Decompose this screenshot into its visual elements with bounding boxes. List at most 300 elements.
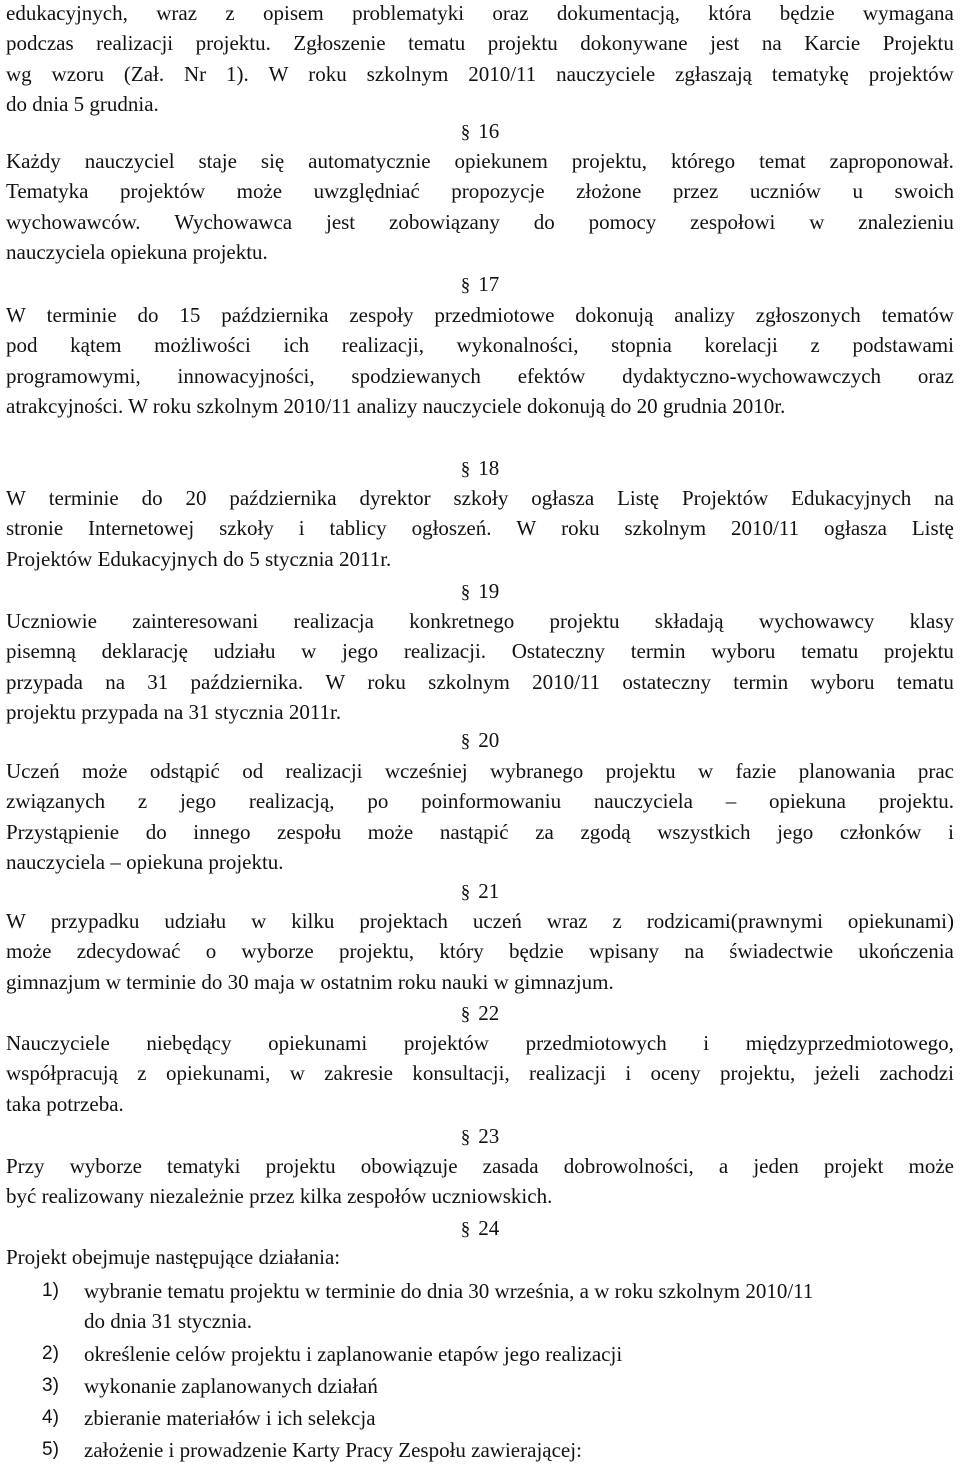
word: uwzględniać: [313, 179, 420, 204]
word: października.: [190, 669, 304, 694]
list-number: 4): [42, 1407, 59, 1428]
word: wychowawcy: [758, 609, 875, 633]
word: do: [145, 819, 167, 844]
text-line: [6, 606, 954, 636]
word: do: [533, 209, 555, 234]
section-19-paragraph: [6, 606, 954, 728]
word: na: [934, 486, 954, 510]
word: niebędący: [146, 1031, 232, 1055]
section-heading-22: [6, 999, 954, 1029]
word: zainteresowani: [132, 609, 259, 633]
word: problematyki: [352, 1, 465, 25]
word: ostateczny: [622, 669, 712, 694]
word: uczniów: [749, 179, 821, 204]
word: realizacją,: [248, 789, 335, 814]
text-line: [6, 483, 954, 513]
word: dokonywane: [580, 31, 688, 56]
section-17-paragraph: [6, 300, 954, 422]
text-line: [6, 207, 954, 237]
word: opisem: [263, 1, 324, 25]
word: wpisany: [588, 939, 659, 964]
word: korelacji: [704, 333, 778, 358]
section-heading-23: [6, 1122, 954, 1152]
text-line: Projektów Edukacyjnych do 5 stycznia 2011r.: [6, 546, 392, 571]
word: Wychowawca: [174, 209, 293, 234]
section-20-paragraph: [6, 756, 954, 878]
word: jego: [777, 819, 814, 844]
word: międzyprzedmiotowego,: [745, 1031, 954, 1055]
word: W: [6, 303, 26, 327]
list-number: 1): [42, 1280, 59, 1301]
word: wychowawców.: [6, 209, 141, 234]
word: zaproponował.: [829, 149, 954, 173]
section-number: 17: [478, 272, 500, 296]
word: związanych: [6, 789, 106, 814]
word: złożone: [576, 179, 642, 204]
word: przedmiotowe: [434, 303, 555, 327]
word: wg: [6, 61, 32, 86]
word: 2010/11: [532, 669, 601, 694]
word: W: [325, 669, 346, 694]
word: Nauczyciele: [6, 1031, 110, 1055]
list-text: zbieranie materiałów i ich selekcja: [84, 1406, 376, 1430]
word: przypadku: [50, 909, 140, 933]
section-heading-19: [6, 577, 954, 607]
word: projektu,: [338, 939, 415, 964]
word: wraz: [156, 1, 198, 25]
word: W: [516, 516, 537, 541]
word: opiekunami): [847, 909, 954, 933]
text-line: [6, 1151, 954, 1181]
word: opiekunami: [268, 1031, 368, 1055]
list-number: 2): [42, 1343, 59, 1364]
word: szkoły: [453, 486, 509, 510]
section-symbol: §: [460, 459, 471, 480]
word: Edukacyjnych: [791, 486, 912, 510]
word: tematów: [881, 303, 954, 327]
word: projektów: [403, 1031, 489, 1055]
word: zakresie: [324, 1061, 393, 1086]
word: i: [625, 1061, 632, 1086]
text-line: [6, 786, 954, 816]
word: podstawami: [852, 333, 954, 358]
word: wymagana: [862, 1, 954, 25]
text-line: [6, 146, 954, 176]
word: automatycznie: [308, 149, 431, 173]
word: na: [105, 669, 126, 694]
word: w: [809, 209, 825, 234]
word: zdecydować: [76, 939, 181, 964]
section-symbol: §: [460, 582, 471, 603]
word: obowiązuje: [360, 1154, 458, 1178]
word: innego: [193, 819, 251, 844]
word: W: [268, 61, 289, 86]
word: tablicy: [329, 516, 387, 541]
word: projektu.: [195, 31, 271, 56]
word: rodzicami(prawnymi: [646, 909, 823, 933]
word: będzie: [508, 939, 564, 964]
word: Listę: [617, 486, 660, 510]
word: 1).: [226, 61, 249, 86]
word: stopnia: [611, 333, 672, 358]
word: wybranego: [490, 759, 584, 783]
text-line: [6, 1028, 954, 1058]
word: efektów: [517, 363, 586, 388]
word: roku: [561, 516, 600, 541]
word: się: [260, 149, 285, 173]
word: Zgłoszenie: [293, 31, 386, 56]
word: przypada: [6, 669, 83, 694]
word: termin: [733, 669, 789, 694]
word: a: [718, 1154, 729, 1178]
word: ogłasza: [531, 486, 595, 510]
word: świadectwie: [729, 939, 834, 964]
word: Przystąpienie: [6, 819, 120, 844]
word: deklarację: [101, 639, 188, 664]
word: odstąpić: [149, 759, 220, 783]
word: jest: [710, 31, 740, 56]
word: wyboru: [711, 639, 776, 664]
text-line: [6, 756, 954, 786]
word: ogłoszeń.: [411, 516, 492, 541]
text-line: [6, 28, 954, 58]
word: edukacyjnych,: [6, 1, 128, 25]
word: składają: [654, 609, 724, 633]
word: realizacji,: [341, 333, 424, 358]
word: nastąpić: [439, 819, 509, 844]
word: może: [82, 759, 128, 783]
word: zasada: [482, 1154, 539, 1178]
word: Internetowej: [88, 516, 195, 541]
text-line: [6, 636, 954, 666]
word: po: [367, 789, 389, 814]
word: dokumentacją,: [556, 1, 680, 25]
word: który: [439, 939, 484, 964]
word: na: [684, 939, 705, 964]
section-heading-16: [6, 117, 954, 147]
text-line: [6, 59, 954, 89]
word: projektu,: [571, 149, 648, 173]
word: programowymi,: [6, 363, 141, 388]
word: z: [810, 333, 820, 358]
section-symbol: §: [460, 1004, 471, 1025]
word: do: [141, 486, 163, 510]
word: 20: [185, 486, 207, 510]
word: możliwości: [154, 333, 251, 358]
text-line: być realizowany niezależnie przez kilka zespołów uczniowskich.: [6, 1184, 553, 1209]
word: wraz: [546, 909, 588, 933]
word: tematu: [408, 31, 466, 56]
word: 2010/11: [731, 516, 800, 541]
word: zgodą: [580, 819, 631, 844]
word: uczeń: [472, 909, 522, 933]
word: wszystkich: [657, 819, 751, 844]
word: Nr: [183, 61, 207, 86]
word: od: [242, 759, 264, 783]
section-18-paragraph: [6, 483, 954, 574]
word: staje: [198, 149, 237, 173]
word: zobowiązany: [389, 209, 500, 234]
word: szkoły: [219, 516, 274, 541]
list-text: wybranie tematu projektu w terminie do dnia 30 września, a w roku szkolnym 2010/11: [84, 1279, 814, 1303]
word: oraz: [917, 363, 954, 388]
word: ogłasza: [823, 516, 887, 541]
word: Każdy: [6, 149, 61, 173]
word: zgłoszonych: [755, 303, 861, 327]
word: zespoły: [349, 303, 414, 327]
word: opiekunem: [454, 149, 548, 173]
word: 2010/11: [468, 61, 537, 86]
word: z: [137, 789, 148, 814]
word: zespołu: [277, 819, 342, 844]
word: która: [708, 1, 752, 25]
text-line: [6, 1058, 954, 1088]
section-24-intro: Projekt obejmuje następujące działania:: [6, 1245, 341, 1269]
word: którego: [670, 149, 736, 173]
word: Ostateczny: [511, 639, 606, 664]
word: 15: [179, 303, 201, 327]
word: fazie: [735, 759, 777, 783]
word: 31: [147, 669, 169, 694]
word: projektu,: [719, 1061, 796, 1086]
section-heading-17: [6, 270, 954, 300]
word: jego: [342, 639, 379, 664]
section-symbol: §: [460, 1219, 471, 1240]
section-number: 16: [478, 119, 500, 143]
word: konsultacji,: [412, 1061, 510, 1086]
word: na: [761, 31, 782, 56]
word: w: [698, 759, 714, 783]
word: i: [298, 516, 305, 541]
word: konkretnego: [409, 609, 515, 633]
word: tematu: [801, 639, 859, 664]
text-line: nauczyciela opiekuna projektu.: [6, 240, 268, 265]
word: realizacji.: [403, 639, 487, 664]
word: jest: [325, 209, 356, 234]
text-line: do dnia 5 grudnia.: [6, 92, 159, 117]
word: dydaktyczno-wychowawczych: [622, 363, 882, 388]
text-line: [6, 0, 954, 28]
word: może: [908, 1154, 954, 1178]
word: w: [301, 639, 317, 664]
word: dobrowolności,: [563, 1154, 694, 1178]
word: jeżeli: [814, 1061, 860, 1086]
word: projekt: [823, 1154, 884, 1178]
text-line: [6, 906, 954, 936]
word: Karcie: [804, 31, 861, 56]
section-symbol: §: [460, 275, 471, 296]
word: Projektu: [882, 31, 954, 56]
word: przedmiotowych: [525, 1031, 667, 1055]
word: pomocy: [588, 209, 657, 234]
list-text: wykonanie zaplanowanych działań: [84, 1374, 378, 1398]
word: będzie: [779, 1, 835, 25]
word: swoich: [894, 179, 954, 204]
word: października: [221, 303, 329, 327]
list-text: do dnia 31 stycznia.: [84, 1309, 252, 1333]
word: roku: [308, 61, 347, 86]
text-line: gimnazjum w terminie do 30 maja w ostatnim roku nauki w gimnazjum.: [6, 969, 614, 994]
section-21-paragraph: [6, 906, 954, 997]
text-line: [6, 513, 954, 543]
word: terminie: [46, 303, 117, 327]
word: projektu.: [878, 789, 954, 814]
section-symbol: §: [460, 122, 471, 143]
word: projektów: [120, 179, 206, 204]
word: do: [137, 303, 159, 327]
list-number: 5): [42, 1439, 59, 1460]
section-number: 18: [478, 456, 500, 480]
word: innowacyjności,: [177, 363, 315, 388]
section-number: 19: [478, 579, 500, 603]
section-symbol: §: [460, 1127, 471, 1148]
word: Projektów: [681, 486, 769, 510]
word: W: [6, 486, 26, 510]
word: udziału: [164, 909, 227, 933]
word: wzoru: [51, 61, 105, 86]
word: projektu: [605, 759, 676, 783]
section-heading-24: [6, 1214, 954, 1244]
text-line: [6, 936, 954, 966]
word: opiekuna: [768, 789, 846, 814]
intro-paragraph: [6, 0, 954, 120]
word: temat: [759, 149, 806, 173]
word: Uczeń: [6, 759, 60, 783]
word: Listę: [911, 516, 954, 541]
word: projektów: [868, 61, 954, 86]
word: może: [367, 819, 414, 844]
word: nauczyciele: [556, 61, 656, 86]
word: szkolnym: [428, 669, 510, 694]
section-symbol: §: [460, 731, 471, 752]
word: oraz: [492, 1, 529, 25]
section-number: 24: [478, 1216, 500, 1240]
word: w: [289, 1061, 305, 1086]
word: Uczniowie: [6, 609, 97, 633]
word: Tematyka: [6, 179, 89, 204]
word: ukończenia: [858, 939, 954, 964]
word: z: [225, 1, 235, 25]
word: u: [852, 179, 863, 204]
text-line: [6, 361, 954, 391]
word: projektach: [359, 909, 448, 933]
word: podczas: [6, 31, 74, 56]
word: projektu: [549, 609, 620, 633]
word: (Zał.: [123, 61, 165, 86]
word: W: [6, 909, 26, 933]
word: pod: [6, 333, 38, 358]
word: kątem: [70, 333, 122, 358]
section-number: 21: [478, 879, 500, 903]
word: i: [703, 1031, 710, 1055]
word: zespołowi: [690, 209, 776, 234]
word: w: [251, 909, 267, 933]
text-line: [6, 817, 954, 847]
section-symbol: §: [460, 882, 471, 903]
section-number: 23: [478, 1124, 500, 1148]
word: projektu: [487, 31, 558, 56]
section-16-paragraph: [6, 146, 954, 268]
list-text: określenie celów projektu i zaplanowanie etapów jego realizacji: [84, 1342, 623, 1366]
word: współpracują: [6, 1061, 118, 1086]
text-line: nauczyciela – opiekuna projektu.: [6, 850, 284, 875]
word: wykonalności,: [456, 333, 579, 358]
section-heading-18: [6, 454, 954, 484]
text-line: taka potrzeba.: [6, 1091, 124, 1116]
word: realizacja: [293, 609, 374, 633]
word: znalezieniu: [858, 209, 954, 234]
word: poinformowaniu: [421, 789, 562, 814]
word: realizacji: [285, 759, 363, 783]
word: prac: [917, 759, 954, 783]
word: analizy: [674, 303, 735, 327]
word: tematykę: [771, 61, 849, 86]
word: propozycje: [451, 179, 545, 204]
word: udziału: [213, 639, 276, 664]
word: termin: [630, 639, 686, 664]
word: przez: [672, 179, 719, 204]
word: tematu: [896, 669, 954, 694]
word: spodziewanych: [351, 363, 481, 388]
word: stronie: [6, 516, 64, 541]
text-line: [6, 667, 954, 697]
word: realizacji: [96, 31, 174, 56]
word: jego: [179, 789, 217, 814]
word: projektu: [883, 639, 954, 664]
word: Przy: [6, 1154, 45, 1178]
word: wcześniej: [384, 759, 468, 783]
word: dokonują: [575, 303, 654, 327]
word: może: [236, 179, 283, 204]
word: planowania: [798, 759, 896, 783]
section-23-paragraph: [6, 1151, 954, 1212]
word: nauczyciela: [593, 789, 693, 814]
word: z: [612, 909, 622, 933]
list-number: 3): [42, 1375, 59, 1396]
section-22-paragraph: [6, 1028, 954, 1119]
word: nauczyciel: [84, 149, 175, 173]
list-text: założenie i prowadzenie Karty Pracy Zespołu zawierającej:: [84, 1438, 582, 1462]
word: zgłaszają: [675, 61, 753, 86]
word: dyrektor: [359, 486, 431, 510]
word: z: [137, 1061, 147, 1086]
word: tematyki: [167, 1154, 241, 1178]
word: i: [948, 819, 954, 844]
word: wyborze: [241, 939, 314, 964]
word: października: [229, 486, 337, 510]
word: pisemną: [6, 639, 76, 664]
word: wyboru: [810, 669, 875, 694]
word: szkolnym: [366, 61, 449, 86]
word: projektu: [265, 1154, 336, 1178]
section-heading-20: [6, 726, 954, 756]
word: zachodzi: [879, 1061, 954, 1086]
word: szkolnym: [624, 516, 707, 541]
word: członków: [839, 819, 922, 844]
word: o: [205, 939, 217, 964]
word: terminie: [48, 486, 119, 510]
text-line: projektu przypada na 31 stycznia 2011r.: [6, 700, 342, 725]
word: oceny: [650, 1061, 701, 1086]
word: roku: [367, 669, 406, 694]
word: może: [6, 939, 52, 964]
word: za: [535, 819, 554, 844]
word: jeden: [753, 1154, 799, 1178]
section-number: 20: [478, 728, 500, 752]
word: realizacji: [529, 1061, 606, 1086]
word: klasy: [909, 609, 954, 633]
word: –: [725, 789, 737, 814]
